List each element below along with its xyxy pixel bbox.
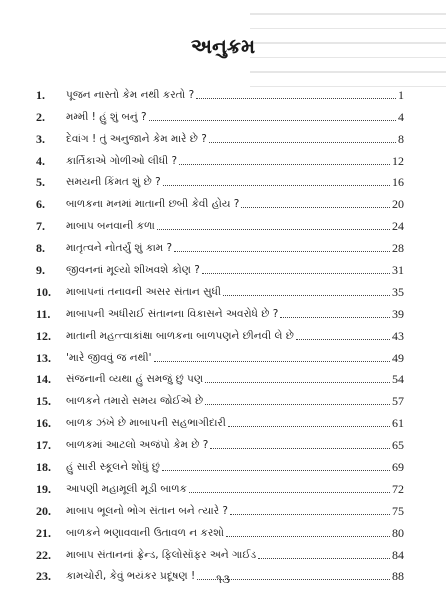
dot-leader	[202, 272, 390, 274]
dot-leader	[189, 491, 390, 493]
toc-entry-page: 16	[392, 175, 404, 190]
toc-entry-title: માતાની મહત્ત્વાકાંક્ષા બાળકના બાળપણને છીનવી લે છે	[66, 329, 294, 342]
toc-entry-page: 61	[392, 416, 404, 431]
toc-entry-page: 43	[392, 328, 404, 343]
toc-entry-number: 5.	[36, 175, 45, 190]
toc-entry-page: 84	[392, 547, 404, 562]
toc-entry-number: 9.	[36, 263, 45, 278]
toc-entry-title: માબાપ બનવાની કળા	[66, 220, 155, 233]
toc-entry-page: 54	[392, 372, 404, 387]
toc-entry-page: 1	[398, 87, 404, 102]
dot-leader	[280, 316, 390, 318]
toc-entry-title: કાર્તિકાએ ગોળીઓ લીધી ?	[66, 154, 178, 167]
dot-leader	[210, 447, 390, 449]
dot-leader	[179, 163, 390, 165]
dot-leader	[241, 206, 390, 208]
dot-leader	[226, 535, 390, 537]
dot-leader	[149, 119, 396, 121]
toc-entry-page: 12	[392, 153, 404, 168]
dot-leader	[196, 97, 396, 99]
toc-entry-page: 4	[398, 109, 404, 124]
toc-entry-number: 6.	[36, 197, 45, 212]
toc-entry	[36, 496, 404, 518]
toc-entry	[36, 277, 404, 299]
toc-entry	[36, 80, 404, 102]
toc-entry-page: 57	[392, 394, 404, 409]
dot-leader	[223, 294, 390, 296]
toc-entry-number: 17.	[36, 438, 51, 453]
dot-leader	[228, 425, 390, 427]
toc-entry-number: 2.	[36, 109, 45, 124]
toc-entry-title: માબાપ સંતાનનાં ફ્રેન્ડ, ફિલોસૉફર અને ગાઈડ	[66, 548, 257, 561]
toc-entry-title: બાળકના મનમાં માતાની છબી કેવી હોય ?	[66, 198, 240, 211]
toc-entry-title: આપણી મહામૂલી મૂડી બાળક	[66, 482, 187, 495]
toc-entry	[36, 255, 404, 277]
toc-entry	[36, 343, 404, 365]
toc-entry-page: 88	[392, 569, 404, 584]
toc-entry	[36, 102, 404, 124]
toc-entry-title: હું સારી સ્કૂલને શોધું છું	[66, 461, 160, 474]
toc-entry-title: કામચોરી, કેવું ભયંકર પ્રદૂષણ !	[66, 570, 196, 583]
toc-entry-number: 7.	[36, 219, 45, 234]
toc-entry-number: 16.	[36, 416, 51, 431]
dot-leader	[230, 513, 390, 515]
toc-entry-number: 15.	[36, 394, 51, 409]
toc-entry	[36, 452, 404, 474]
toc-entry	[36, 386, 404, 408]
toc-entry-page: 39	[392, 306, 404, 321]
toc-entry	[36, 430, 404, 452]
toc-entry-title: બાળકને ભણાવવાની ઉતાવળ ન કરશો	[66, 526, 224, 539]
toc-entry-title: બાળક ઝંખે છે માબાપની સહભાગીદારી	[66, 417, 226, 430]
toc-entry-title: સંજનાની વ્યથા હું સમજું છું પણ	[66, 373, 204, 386]
toc-entry-number: 21.	[36, 525, 51, 540]
dot-leader	[163, 184, 390, 186]
toc-entry-page: 75	[392, 503, 404, 518]
toc-entry	[36, 408, 404, 430]
toc-entry-page: 8	[398, 131, 404, 146]
toc-entry-number: 13.	[36, 350, 51, 365]
toc-entry-title: 'મારે જીવવું જ નથી'	[66, 351, 152, 364]
toc-entry-number: 14.	[36, 372, 51, 387]
toc-entry-number: 4.	[36, 153, 45, 168]
toc-entry-page: 72	[392, 481, 404, 496]
toc-entry	[36, 124, 404, 146]
page-title: અનુક્રમ	[190, 34, 256, 58]
toc-entry-title: માતૃત્વને નોતર્યું શું કામ ?	[66, 242, 173, 255]
toc-entry-number: 18.	[36, 460, 51, 475]
dot-leader	[174, 250, 390, 252]
toc-entry-number: 3.	[36, 131, 45, 146]
dot-leader	[157, 228, 390, 230]
toc-entry-number: 22.	[36, 547, 51, 562]
toc-entry-page: 31	[392, 263, 404, 278]
toc-entry	[36, 365, 404, 387]
dot-leader	[296, 338, 390, 340]
toc-entry-page: 69	[392, 460, 404, 475]
toc-entry-title: બાળકમાં આટલો અજંપો કેમ છે ?	[66, 439, 209, 452]
dot-leader	[205, 381, 390, 383]
toc-entry-page: 24	[392, 219, 404, 234]
toc-entry-page: 65	[392, 438, 404, 453]
table-of-contents	[36, 80, 404, 583]
toc-entry-number: 20.	[36, 503, 51, 518]
toc-entry-number: 19.	[36, 481, 51, 496]
toc-entry-page: 49	[392, 350, 404, 365]
toc-entry-title: બાળકને તમારો સમય જોઈએ છે	[66, 395, 204, 408]
toc-entry	[36, 189, 404, 211]
toc-entry-number: 1.	[36, 87, 45, 102]
page-number: ૧૩	[216, 572, 230, 586]
toc-entry-number: 8.	[36, 241, 45, 256]
dot-leader	[205, 403, 390, 405]
dot-leader	[162, 469, 390, 471]
toc-entry	[36, 540, 404, 562]
toc-entry	[36, 146, 404, 168]
toc-entry-title: જીવનનાં મૂલ્યો શીખવશે કોણ ?	[66, 264, 200, 277]
toc-entry	[36, 233, 404, 255]
toc-entry-title: પૂજન નાસ્તો કેમ નથી કરતો ?	[66, 88, 195, 101]
dot-leader	[209, 141, 396, 143]
toc-entry-number: 11.	[36, 306, 51, 321]
toc-entry	[36, 321, 404, 343]
toc-entry	[36, 299, 404, 321]
toc-entry-title: સમયની કિંમત શું છે ?	[66, 176, 161, 189]
toc-entry-title: માબાપ ભૂલનો ભોગ સંતાન બને ત્યારે ?	[66, 504, 228, 517]
toc-entry-title: માબાપની અધીરાઈ સંતાનના વિકાસને અવરોધે છે ?	[66, 307, 279, 320]
toc-entry-title: માબાપનાં તનાવની અસર સંતાન સુધી	[66, 285, 221, 298]
toc-entry	[36, 518, 404, 540]
toc-entry	[36, 474, 404, 496]
toc-entry-number: 10.	[36, 284, 51, 299]
dot-leader	[258, 557, 390, 559]
toc-entry-title: મમ્મી ! હું શું બનું ?	[66, 110, 147, 123]
toc-entry-page: 28	[392, 241, 404, 256]
toc-entry-number: 23.	[36, 569, 51, 584]
toc-entry-title: દેવાંગ ! તું અનુજાને કેમ મારે છે ?	[66, 132, 207, 145]
toc-entry-number: 12.	[36, 328, 51, 343]
dot-leader	[154, 360, 390, 362]
toc-entry	[36, 211, 404, 233]
toc-entry	[36, 168, 404, 190]
toc-entry-page: 80	[392, 525, 404, 540]
toc-entry-page: 20	[392, 197, 404, 212]
toc-entry-page: 35	[392, 284, 404, 299]
